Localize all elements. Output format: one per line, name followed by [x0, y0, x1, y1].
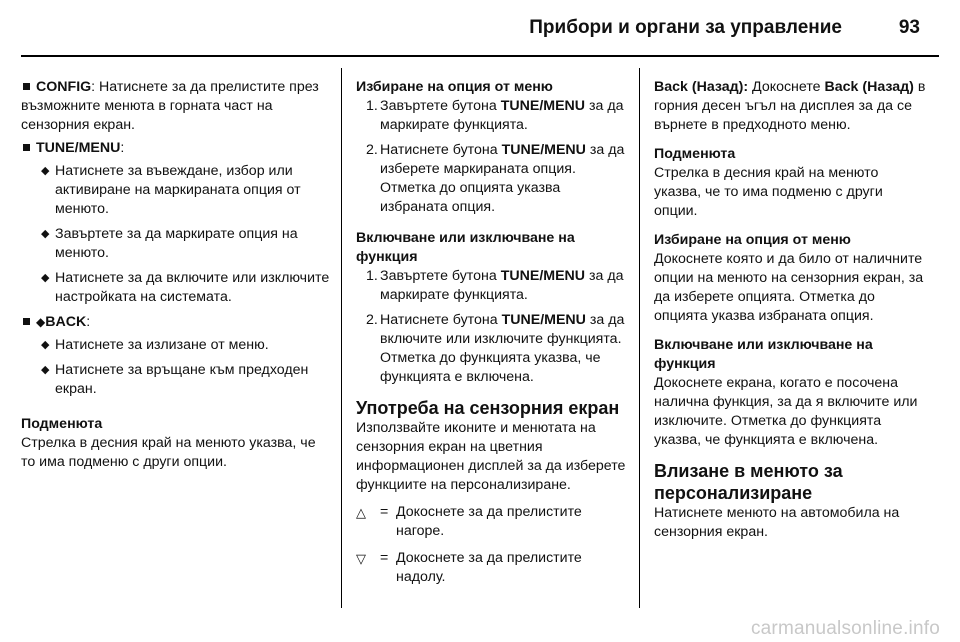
page-title: Прибори и органи за управление: [529, 17, 842, 38]
watermark: carmanualsonline.info: [750, 618, 940, 639]
toggle-heading: Включване или изключване на функция: [356, 230, 575, 265]
touch-text: Използвайте иконите и менютата на сензорния екран на цветния информационен дисплей за да изберете функциите на персонализиране.: [356, 420, 626, 493]
tune-item: [21, 139, 331, 158]
back-arrow-icon: ◆: [36, 315, 46, 329]
equals: =: [380, 550, 389, 566]
config-text: : Натиснете за да прелистите през възможните менюта в горната част на сензорния екран.: [21, 79, 319, 133]
step-text: за да маркирате функцията.: [380, 98, 624, 133]
select-step-1: [356, 97, 628, 135]
page-number: 93: [898, 17, 920, 38]
equals: =: [380, 504, 389, 520]
personal-heading: Влизане в менюто за персонализиране: [654, 461, 843, 503]
submenus-heading: Подменюта: [654, 146, 736, 162]
submenus-heading: Подменюта: [21, 416, 103, 432]
toggle-text: Докоснете екрана, когато е посочена налична функция, за да я включите или изключите. Отметка до функцията указва, че функцията е включена.: [654, 375, 918, 448]
submenus-text: Стрелка в десния край на менюто указва, че то има подменю с други опции.: [21, 435, 316, 470]
scroll-up-text: Докоснете за да прелистите нагоре.: [396, 504, 582, 539]
back-sub-2: [21, 361, 331, 399]
back-sub-1: [21, 336, 331, 355]
scroll-down-row: [356, 549, 628, 587]
back-colon: :: [86, 314, 91, 330]
step-text: за да включите или изключите функцията. Отметка до функцията указва, че функцията е включена.: [380, 312, 625, 385]
step-bold: TUNE/MENU: [501, 142, 586, 158]
back-item: [21, 313, 331, 332]
toggle-step-1: [356, 267, 628, 305]
column-divider-1: [341, 68, 342, 608]
bullet-diamond-icon: ◆: [41, 339, 50, 351]
step-number: 2.: [366, 312, 378, 328]
scroll-down-text: Докоснете за да прелистите надолу.: [396, 550, 582, 585]
personal-text: Натиснете менюто на автомобила на сензорния екран.: [654, 505, 900, 540]
tune-sub-1: [21, 162, 331, 219]
step-text: Натиснете бутона: [380, 312, 502, 328]
column-3: [654, 78, 926, 542]
step-number: 1.: [366, 268, 378, 284]
back-sub-text: Натиснете за излизане от меню.: [55, 337, 269, 353]
back-sub-text: Натиснете за връщане към предходен екран.: [55, 362, 309, 397]
select-step-2: [356, 141, 628, 217]
step-bold: TUNE/MENU: [500, 98, 586, 114]
tune-sub-text: Натиснете за да включите или изключите настройката на системата.: [55, 270, 330, 305]
touch-heading: Употреба на сензорния екран: [356, 398, 620, 418]
tune-colon: :: [120, 140, 125, 156]
column-divider-2: [639, 68, 640, 608]
step-text: Натиснете бутона: [380, 142, 502, 158]
submenus-text: Стрелка в десния край на менюто указва, че то има подменю с други опции.: [654, 165, 883, 219]
back-paragraph: [654, 78, 926, 135]
tune-label: TUNE/MENU: [36, 140, 121, 156]
header-divider: [21, 55, 939, 57]
tune-sub-text: Завъртете за да маркирате опция на менюто.: [55, 226, 298, 261]
back-label: BACK: [45, 314, 87, 330]
back-bold: Back (Назад): [824, 79, 914, 95]
scroll-down-icon: ▽: [356, 551, 366, 566]
step-text: за да маркирате функцията.: [380, 268, 624, 303]
tune-sub-3: [21, 269, 331, 307]
step-text: Завъртете бутона: [380, 268, 501, 284]
select-heading: Избиране на опция от меню: [356, 79, 553, 95]
tune-sub-2: [21, 225, 331, 263]
toggle-step-2: [356, 311, 628, 387]
select-text: Докоснете която и да било от наличните опции на менюто на сензорния екран, за да изберете опцията. Отметка до опцията указва избраната опция.: [654, 251, 924, 324]
column-2: [356, 78, 628, 595]
bullet-square-icon: [23, 318, 30, 325]
back-bold: Back (Назад):: [654, 79, 749, 95]
bullet-diamond-icon: ◆: [41, 165, 50, 177]
bullet-diamond-icon: ◆: [41, 364, 50, 376]
step-text: Завъртете бутона: [380, 98, 501, 114]
config-label: CONFIG: [36, 79, 92, 95]
tune-sub-text: Натиснете за въвеждане, избор или активиране на маркираната опция от менюто.: [55, 163, 301, 217]
step-number: 1.: [366, 98, 378, 114]
step-bold: TUNE/MENU: [500, 268, 586, 284]
toggle-heading: Включване или изключване на функция: [654, 337, 873, 372]
scroll-up-icon: △: [356, 505, 366, 520]
scroll-up-row: [356, 503, 628, 541]
bullet-square-icon: [23, 144, 30, 151]
back-text: в горния десен ъгъл на дисплея за да се върнете в предходното меню.: [654, 79, 926, 133]
step-bold: TUNE/MENU: [501, 312, 586, 328]
bullet-square-icon: [23, 83, 30, 90]
back-text: Докоснете: [748, 79, 825, 95]
config-item: [21, 78, 331, 135]
select-heading: Избиране на опция от меню: [654, 232, 851, 248]
bullet-diamond-icon: ◆: [41, 272, 50, 284]
step-text: за да изберете маркираната опция. Отметка до опцията указва избраната опция.: [380, 142, 625, 215]
column-1: [21, 78, 331, 472]
bullet-diamond-icon: ◆: [41, 228, 50, 240]
step-number: 2.: [366, 142, 378, 158]
